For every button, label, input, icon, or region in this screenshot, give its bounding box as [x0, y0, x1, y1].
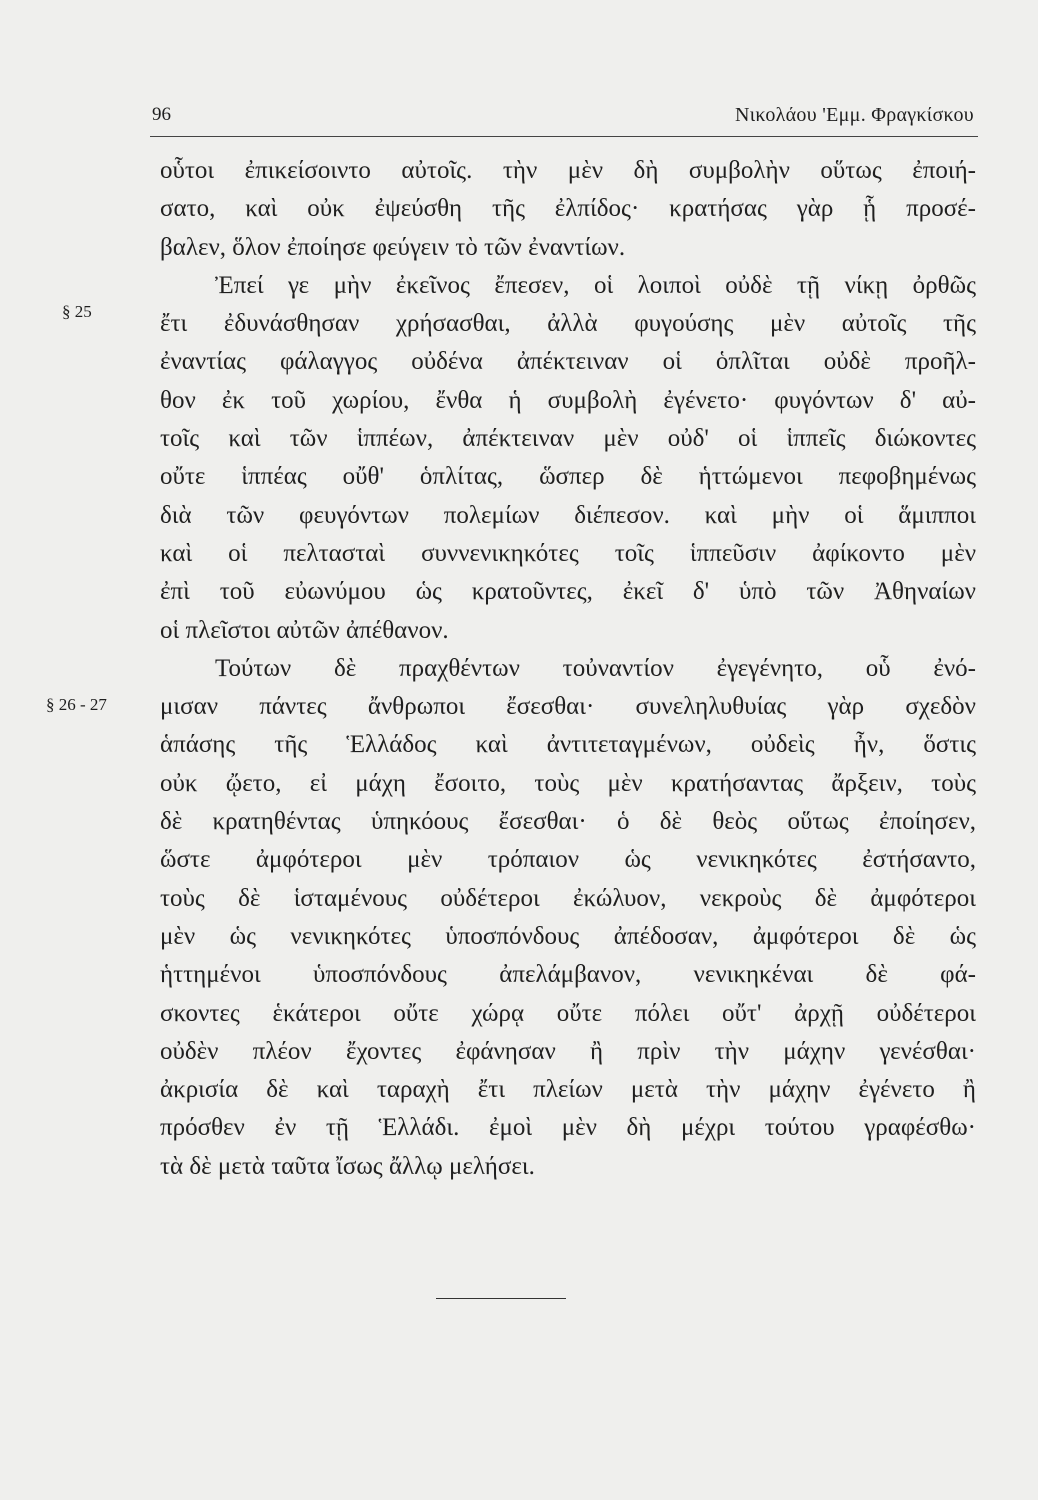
margin-note-section-25: § 25: [62, 302, 92, 321]
running-head: Νικολάου 'Εμμ. Φραγκίσκου: [734, 104, 974, 126]
text-line: ἔτι ἐδυνάσθησαν χρήσασθαι, ἀλλὰ φυγούσης μὲν αὐτοῖς τῆς: [160, 310, 976, 338]
text-line: τοὺς δὲ ἱσταμένους οὐδέτεροι ἐκώλυον, νεκροὺς δὲ ἀμφότεροι: [160, 884, 976, 912]
end-rule: [436, 1298, 566, 1299]
margin-note-section-26-27: § 26 - 27: [46, 695, 107, 714]
text-line: βαλεν, ὅλον ἐποίησε φεύγειν τὸ τῶν ἐναντίων.: [160, 233, 626, 261]
text-line: ἁπάσης τῆς Ἑλλάδος καὶ ἀντιτεταγμένων, οὐδεὶς ἦν, ὅστις: [160, 731, 976, 759]
text-line: οὐκ ᾤετο, εἰ μάχη ἔσοιτο, τοὺς μὲν κρατήσαντας ἄρξειν, τοὺς: [160, 769, 976, 797]
text-line: θον ἐκ τοῦ χωρίου, ἔνθα ἡ συμβολὴ ἐγένετο· φυγόντων δ' αὐ-: [160, 386, 976, 414]
text-line: οὔτε ἱππέας οὔθ' ὁπλίτας, ὥσπερ δὲ ἡττώμενοι πεφοβημένως: [160, 463, 976, 491]
page-header: [150, 96, 978, 137]
text-line: οὗτοι ἐπικείσοιντο αὐτοῖς. τὴν μὲν δὴ συμβολὴν οὕτως ἐποιή-: [160, 157, 976, 184]
text-line: τοῖς καὶ τῶν ἱππέων, ἀπέκτειναν μὲν οὐδ' οἱ ἱππεῖς διώκοντες: [160, 425, 976, 453]
body-text: [160, 152, 976, 1186]
page-number: 96: [152, 104, 171, 125]
text-line: πρόσθεν ἐν τῇ Ἑλλάδι. ἐμοὶ μὲν δὴ μέχρι τούτου γραφέσθω·: [160, 1114, 976, 1142]
text-line: τὰ δὲ μετὰ ταῦτα ἴσως ἄλλῳ μελήσει.: [160, 1152, 535, 1180]
text-line: οὐδὲν πλέον ἔχοντες ἐφάνησαν ἢ πρὶν τὴν μάχην γενέσθαι·: [160, 1037, 976, 1065]
text-line: Τούτων δὲ πραχθέντων τοὐναντίον ἐγεγένητο, οὗ ἐνό-: [215, 654, 976, 682]
text-line: δὲ κρατηθέντας ὑπηκόους ἔσεσθαι· ὁ δὲ θεὸς οὕτως ἐποίησεν,: [160, 808, 976, 836]
text-line: καὶ οἱ πελτασταὶ συννενικηκότες τοῖς ἱππεῦσιν ἀφίκοντο μὲν: [160, 539, 976, 567]
text-line: ἡττημένοι ὑποσπόνδους ἀπελάμβανον, νενικηκέναι δὲ φά-: [160, 961, 976, 989]
text-line: σκοντες ἑκάτεροι οὔτε χώρᾳ οὔτε πόλει οὔτ' ἀρχῇ οὐδέτεροι: [160, 999, 976, 1027]
text-line: ὥστε ἀμφότεροι μὲν τρόπαιον ὡς νενικηκότες ἐστήσαντο,: [160, 846, 976, 874]
text-line: οἱ πλεῖστοι αὐτῶν ἀπέθανον.: [160, 616, 449, 644]
text-line: ἐναντίας φάλαγγος οὐδένα ἀπέκτειναν οἱ ὁπλῖται οὐδὲ προῆλ-: [160, 348, 976, 376]
text-line: σατο, καὶ οὐκ ἐψεύσθη τῆς ἐλπίδος· κρατήσας γὰρ ᾗ προσέ-: [160, 195, 976, 223]
text-line: διὰ τῶν φευγόντων πολεμίων διέπεσον. καὶ μὴν οἱ ἅμιπποι: [160, 501, 976, 529]
text-line: μισαν πάντες ἄνθρωποι ἔσεσθαι· συνεληλυθυίας γὰρ σχεδὸν: [160, 693, 976, 721]
text-line: ἐπὶ τοῦ εὐωνύμου ὡς κρατοῦντες, ἐκεῖ δ' ὑπὸ τῶν Ἀθηναίων: [160, 578, 976, 606]
text-line: μὲν ὡς νενικηκότες ὑποσπόνδους ἀπέδοσαν, ἀμφότεροι δὲ ὡς: [160, 922, 976, 950]
text-line: Ἐπεί γε μὴν ἐκεῖνος ἔπεσεν, οἱ λοιποὶ οὐδὲ τῇ νίκῃ ὀρθῶς: [215, 271, 976, 299]
text-line: ἀκρισία δὲ καὶ ταραχὴ ἔτι πλείων μετὰ τὴν μάχην ἐγένετο ἢ: [160, 1076, 976, 1104]
